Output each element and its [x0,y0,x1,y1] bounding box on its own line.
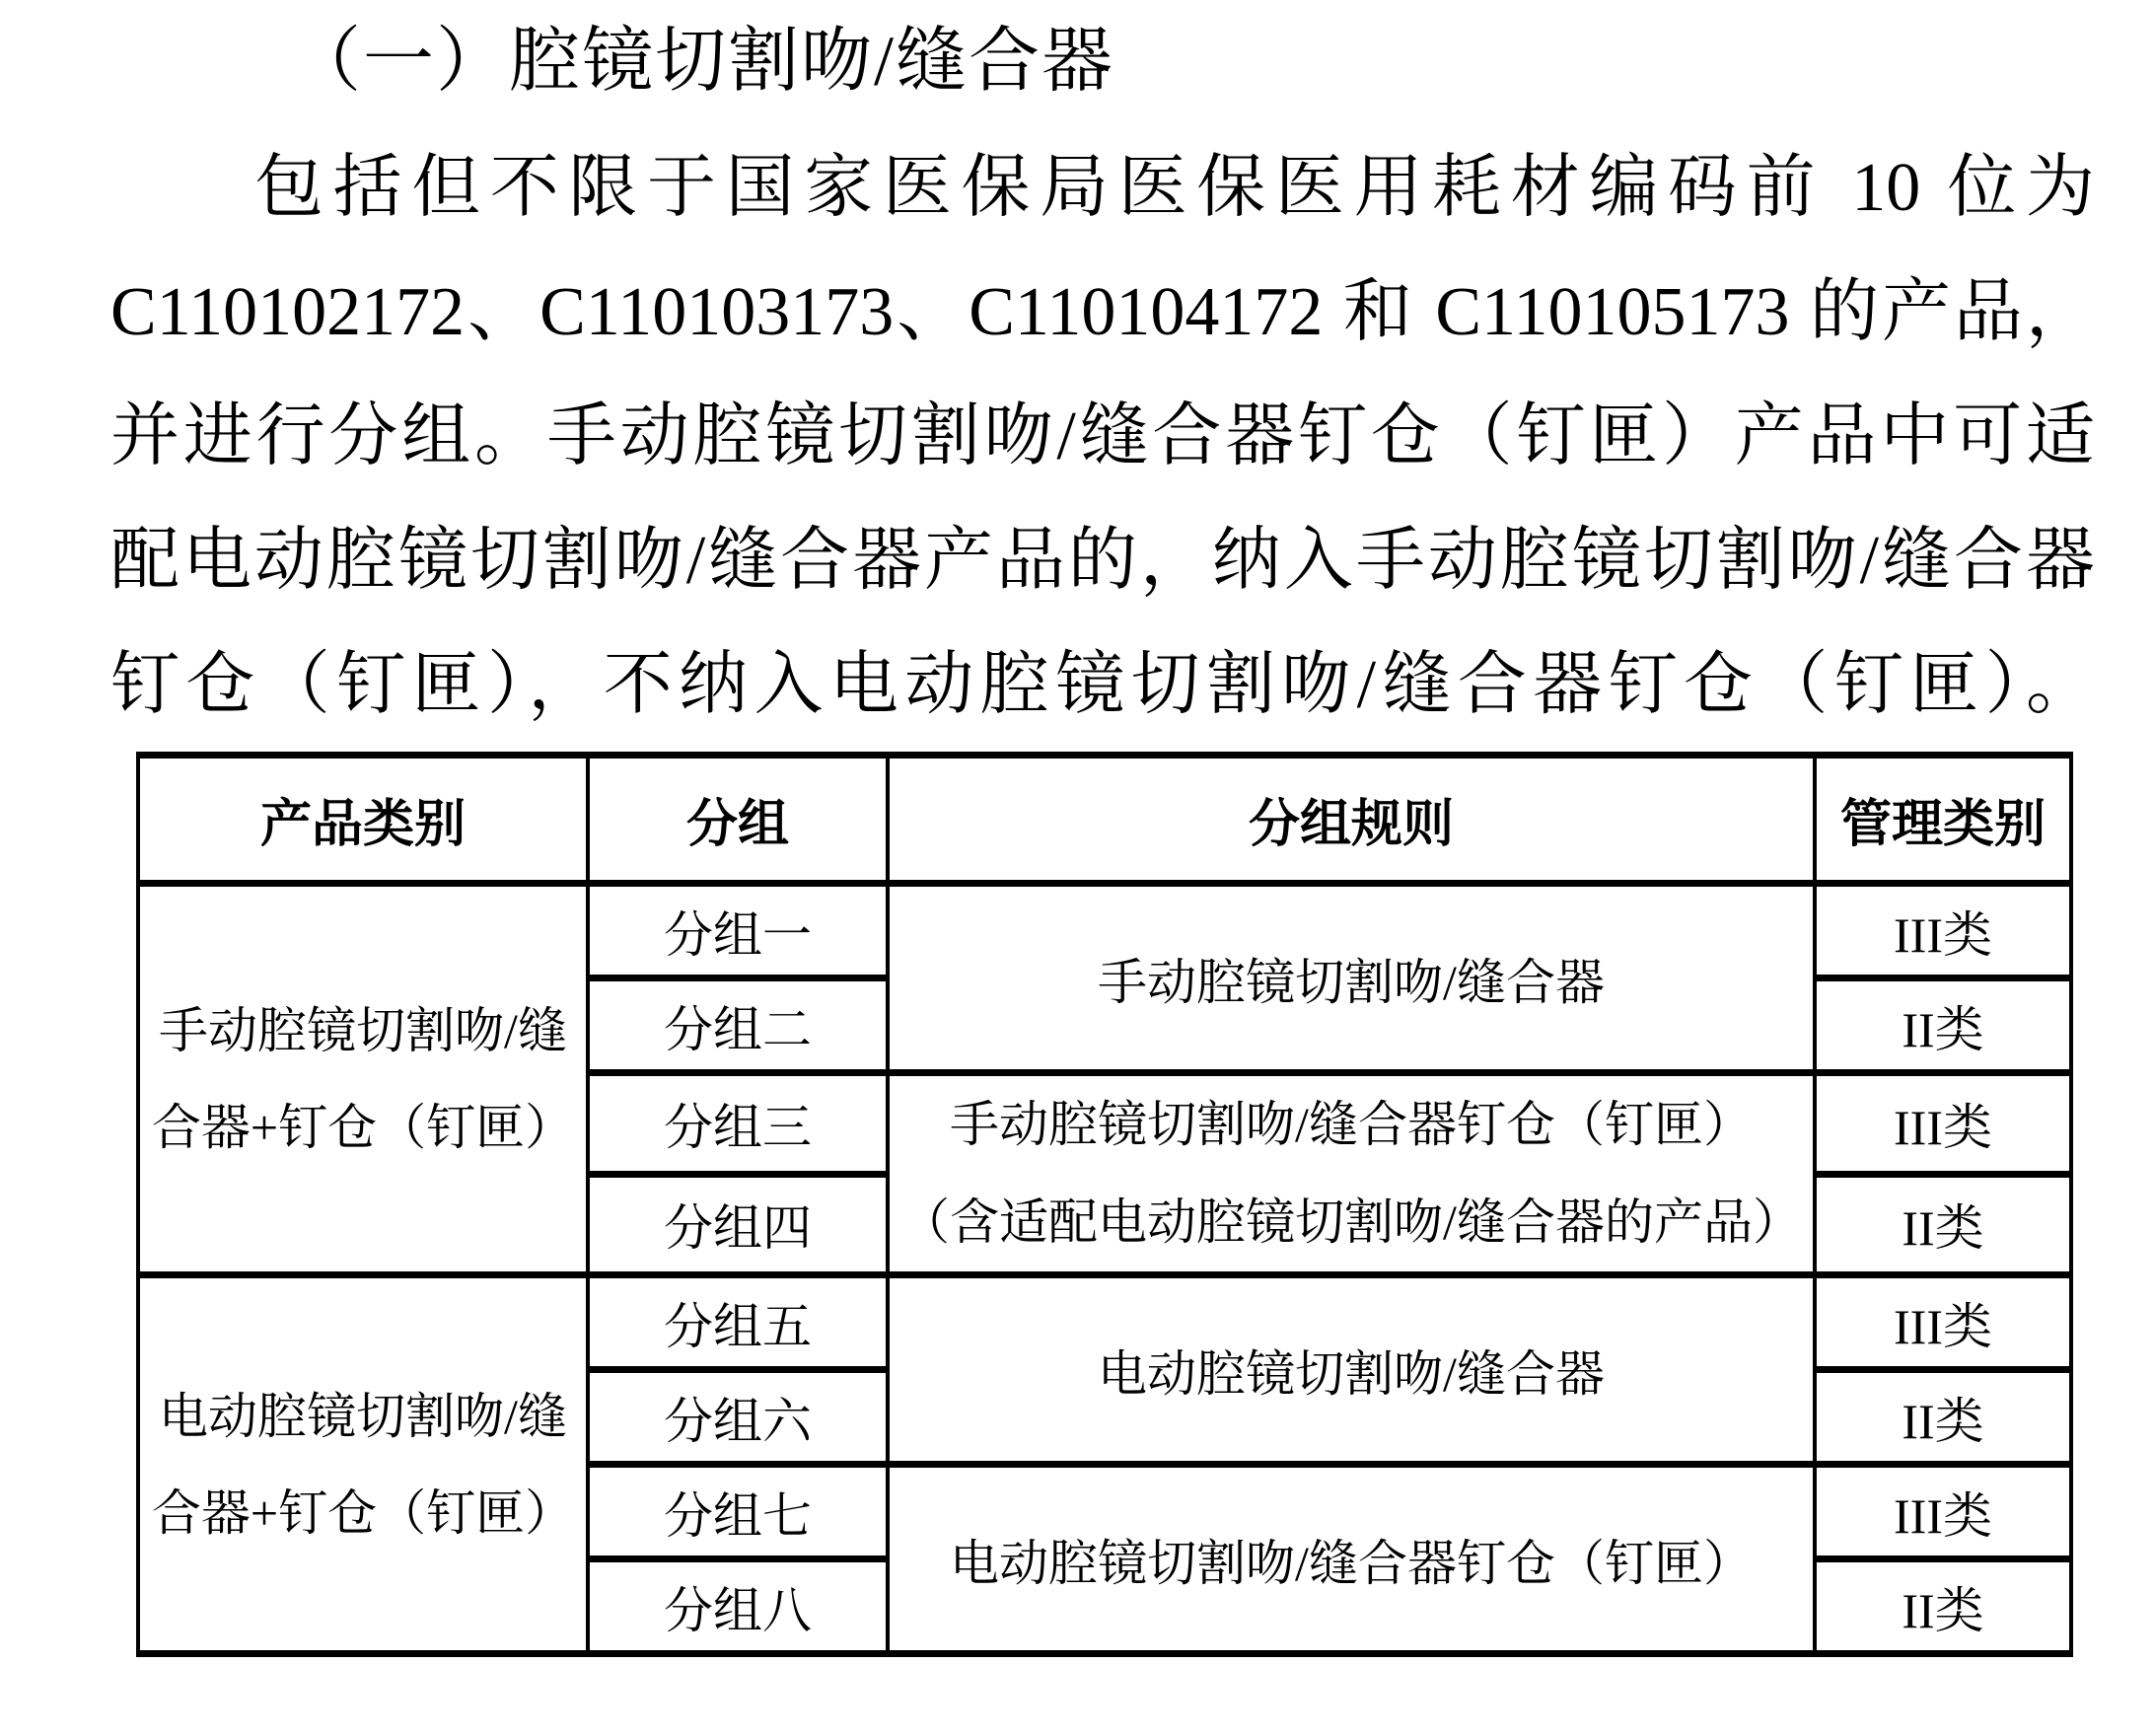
table-header [138,756,2071,884]
intro-paragraph [110,126,2095,748]
header-product-category: 产品类别 [138,756,588,884]
rule-line: 手动腔镜切割吻/缝合器钉仓（钉匣） [950,1097,1753,1152]
paragraph-line: 包括但不限于国家医保局医保医用耗材编码前 10 位为 [254,150,2095,226]
paragraph-line: C110102172、C110103173、C110104172 和 C110105173 的产品， [110,274,2095,350]
group-cell: 分组一 [588,884,888,978]
group-cell: 分组五 [588,1275,888,1370]
category-line: 合器+钉仓（钉匣） [151,1100,575,1155]
category-cell-manual [138,884,588,1275]
paragraph-line: 配电动腔镜切割吻/缝合器产品的，纳入手动腔镜切割吻/缝合器 [110,523,2095,599]
group-cell: 分组二 [588,978,888,1073]
category-line: 合器+钉仓（钉匣） [151,1484,575,1541]
rule-cell: 电动腔镜切割吻/缝合器钉仓（钉匣） [888,1465,1815,1654]
class-cell: II类 [1815,1174,2071,1275]
document-content [110,0,2095,1657]
section-heading: （一）腔镜切割吻/缝合器 [290,22,1115,101]
paragraph-line: 钉仓（钉匣），不纳入电动腔镜切割吻/缝合器钉仓（钉匣）。 [110,647,2095,723]
rule-cell: 手动腔镜切割吻/缝合器 [888,884,1815,1073]
class-cell: II类 [1815,1559,2071,1654]
class-cell: III类 [1815,1275,2071,1370]
group-cell: 分组七 [588,1465,888,1559]
class-cell: III类 [1815,1465,2071,1559]
header-management-class: 管理类别 [1815,756,2071,884]
table-row [138,884,2071,978]
rule-cell: 电动腔镜切割吻/缝合器 [888,1275,1815,1465]
class-cell: II类 [1815,1370,2071,1465]
header-group-rule: 分组规则 [888,756,1815,884]
rule-cell [888,1073,1815,1275]
group-cell: 分组三 [588,1073,888,1175]
class-cell: II类 [1815,978,2071,1073]
table-row [138,1275,2071,1370]
category-line: 电动腔镜切割吻/缝 [159,1388,567,1444]
header-group: 分组 [588,756,888,884]
class-cell: III类 [1815,884,2071,978]
category-cell-powered [138,1275,588,1654]
table-header-row [138,756,2071,884]
category-line: 手动腔镜切割吻/缝 [159,1003,567,1058]
group-cell: 分组四 [588,1174,888,1275]
rule-line: （含适配电动腔镜切割吻/缝合器的产品） [900,1194,1802,1250]
grouping-table [136,752,2073,1657]
class-cell: III类 [1815,1073,2071,1175]
paragraph-line: 并进行分组。手动腔镜切割吻/缝合器钉仓（钉匣）产品中可适 [110,398,2095,474]
group-cell: 分组八 [588,1559,888,1654]
group-cell: 分组六 [588,1370,888,1465]
